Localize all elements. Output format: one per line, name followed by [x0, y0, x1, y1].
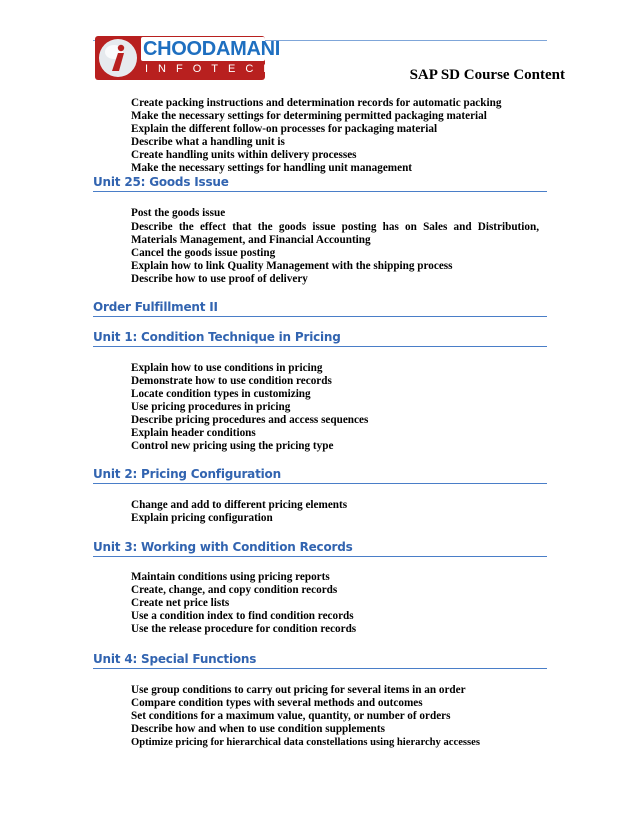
- list-item: Describe what a handling unit is: [131, 136, 285, 148]
- list-item: Explain header conditions: [131, 427, 256, 439]
- list-item: Describe pricing procedures and access sequences: [131, 414, 369, 426]
- list-item: Control new pricing using the pricing type: [131, 440, 334, 452]
- list-item: Create packing instructions and determination records for automatic packing: [131, 97, 502, 109]
- list-item: Locate condition types in customizing: [131, 388, 311, 400]
- company-logo: [95, 36, 282, 80]
- logo-i-icon: [99, 39, 137, 77]
- list-item: Explain pricing configuration: [131, 512, 273, 524]
- list-item: Compare condition types with several methods and outcomes: [131, 697, 423, 709]
- list-item: Describe how to use proof of delivery: [131, 273, 308, 285]
- list-item: Make the necessary settings for handling unit management: [131, 162, 413, 174]
- list-item: Create, change, and copy condition records: [131, 584, 338, 596]
- section-heading-unit4: Unit 4: Special Functions: [93, 651, 547, 669]
- list-item: Cancel the goods issue posting: [131, 247, 276, 259]
- list-item: Explain how to use conditions in pricing: [131, 362, 323, 374]
- logo-subtitle: INFOTECH: [145, 63, 282, 75]
- list-item: Post the goods issue: [131, 207, 226, 219]
- list-item: Use the release procedure for condition records: [131, 623, 357, 635]
- section-heading-unit2: Unit 2: Pricing Configuration: [93, 466, 547, 484]
- list-item: Use a condition index to find condition records: [131, 610, 354, 622]
- list-item: Change and add to different pricing elements: [131, 499, 348, 511]
- list-item: Describe how and when to use condition supplements: [131, 723, 385, 735]
- list-item: Maintain conditions using pricing reports: [131, 571, 330, 583]
- list-item: Use pricing procedures in pricing: [131, 401, 291, 413]
- list-item: Make the necessary settings for determining permitted packaging material: [131, 110, 487, 122]
- list-item: Create handling units within delivery processes: [131, 149, 357, 161]
- section-heading-unit3: Unit 3: Working with Condition Records: [93, 539, 547, 557]
- section-heading-order-fulfillment: Order Fulfillment II: [93, 299, 547, 317]
- list-item: Set conditions for a maximum value, quantity, or number of orders: [131, 710, 451, 722]
- section-heading-unit25: Unit 25: Goods Issue: [93, 174, 547, 192]
- list-item: Explain how to link Quality Management with the shipping process: [131, 260, 453, 272]
- document-title: SAP SD Course Content: [409, 67, 565, 83]
- section-heading-unit1: Unit 1: Condition Technique in Pricing: [93, 329, 547, 347]
- list-item: Create net price lists: [131, 597, 230, 609]
- list-item: Describe the effect that the goods issue posting has on Sales and Distribution, Materials Management, and Financial Accounting: [131, 221, 539, 246]
- list-item: Optimize pricing for hierarchical data constellations using hierarchy accesses: [131, 737, 480, 748]
- logo-name: CHOODAMANI: [143, 38, 280, 60]
- list-item: Demonstrate how to use condition records: [131, 375, 332, 387]
- list-item: Explain the different follow-on processes for packaging material: [131, 123, 438, 135]
- list-item: Use group conditions to carry out pricing for several items in an order: [131, 684, 466, 696]
